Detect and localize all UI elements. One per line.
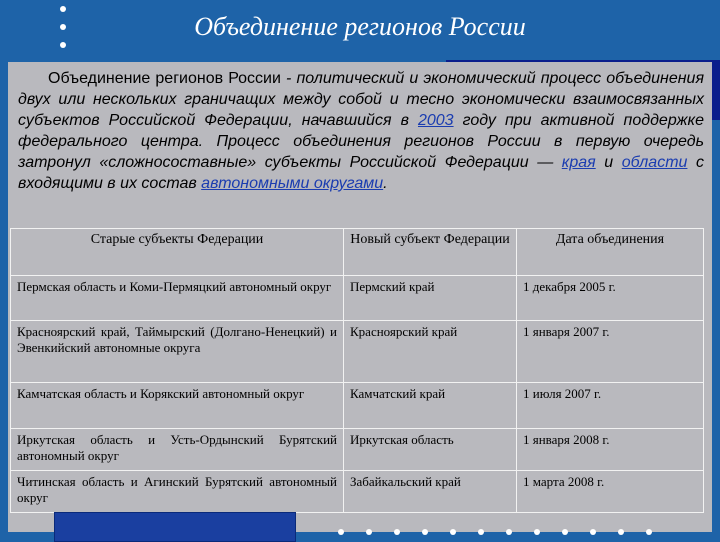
cell-date: 1 декабря 2005 г. xyxy=(517,276,704,321)
dot-icon xyxy=(478,529,484,535)
title-band xyxy=(0,0,720,58)
cell-old: Камчатская область и Корякский автономный округ xyxy=(11,383,344,429)
cell-new: Красноярский край xyxy=(344,321,517,383)
link-year[interactable]: 2003 xyxy=(417,112,454,129)
table-row xyxy=(11,471,704,513)
decorative-bottom-rect xyxy=(54,512,296,542)
dot-icon xyxy=(590,529,596,535)
cell-date: 1 июля 2007 г. xyxy=(517,383,704,429)
regions-table xyxy=(10,228,704,513)
table-row xyxy=(11,276,704,321)
intro-paragraph xyxy=(18,68,704,194)
para-text: году при активной поддержке федерального центра. Процесс объединения регионов России в первую очередь затронул «сложносоставные» субъекты Российской Федерации — xyxy=(18,112,704,171)
header-new-subject: Новый субъект Федерации xyxy=(344,229,517,276)
cell-new: Камчатский край xyxy=(344,383,517,429)
cell-new: Забайкальский край xyxy=(344,471,517,513)
link-kraya[interactable]: края xyxy=(561,154,596,171)
cell-new: Иркутская область xyxy=(344,429,517,471)
cell-old: Красноярский край, Таймырский (Долгано-Ненецкий) и Эвенкийский автономные округа xyxy=(11,321,344,383)
cell-old: Пермская область и Коми-Пермяцкий автономный округ xyxy=(11,276,344,321)
table-row xyxy=(11,383,704,429)
table-row xyxy=(11,321,704,383)
header-old-subjects: Старые субъекты Федерации xyxy=(11,229,344,276)
dot-icon xyxy=(562,529,568,535)
dot-icon xyxy=(646,529,652,535)
para-text: и xyxy=(595,154,622,171)
cell-old: Читинская область и Агинский Бурятский автономный округ xyxy=(11,471,344,513)
cell-old: Иркутская область и Усть-Ордынский Бурятский автономный округ xyxy=(11,429,344,471)
lead-term: Объединение регионов России xyxy=(48,70,281,87)
header-date: Дата объединения xyxy=(517,229,704,276)
dot-icon xyxy=(394,529,400,535)
dot-icon xyxy=(338,529,344,535)
dot-icon xyxy=(450,529,456,535)
link-oblasti[interactable]: области xyxy=(621,154,688,171)
dot-icon xyxy=(534,529,540,535)
dot-icon xyxy=(618,529,624,535)
cell-date: 1 марта 2008 г. xyxy=(517,471,704,513)
dot-icon xyxy=(422,529,428,535)
link-okruga[interactable]: автономными округами xyxy=(201,175,384,192)
cell-date: 1 января 2008 г. xyxy=(517,429,704,471)
table-header-row xyxy=(11,229,704,276)
dot-icon xyxy=(60,42,66,48)
decorative-dots-bottom xyxy=(338,529,652,535)
dot-icon xyxy=(506,529,512,535)
cell-date: 1 января 2007 г. xyxy=(517,321,704,383)
para-text: - политический и экономический процесс объединения двух или нескольких граничащих между собой и тесно экономически взаимосвязанных субъектов Российской Федерации, начавшийся в xyxy=(18,70,704,129)
table-row xyxy=(11,429,704,471)
para-text: с входящими в их состав xyxy=(18,154,705,192)
para-text: . xyxy=(383,175,388,192)
dot-icon xyxy=(366,529,372,535)
cell-new: Пермский край xyxy=(344,276,517,321)
page-title: Объединение регионов России xyxy=(194,12,526,41)
